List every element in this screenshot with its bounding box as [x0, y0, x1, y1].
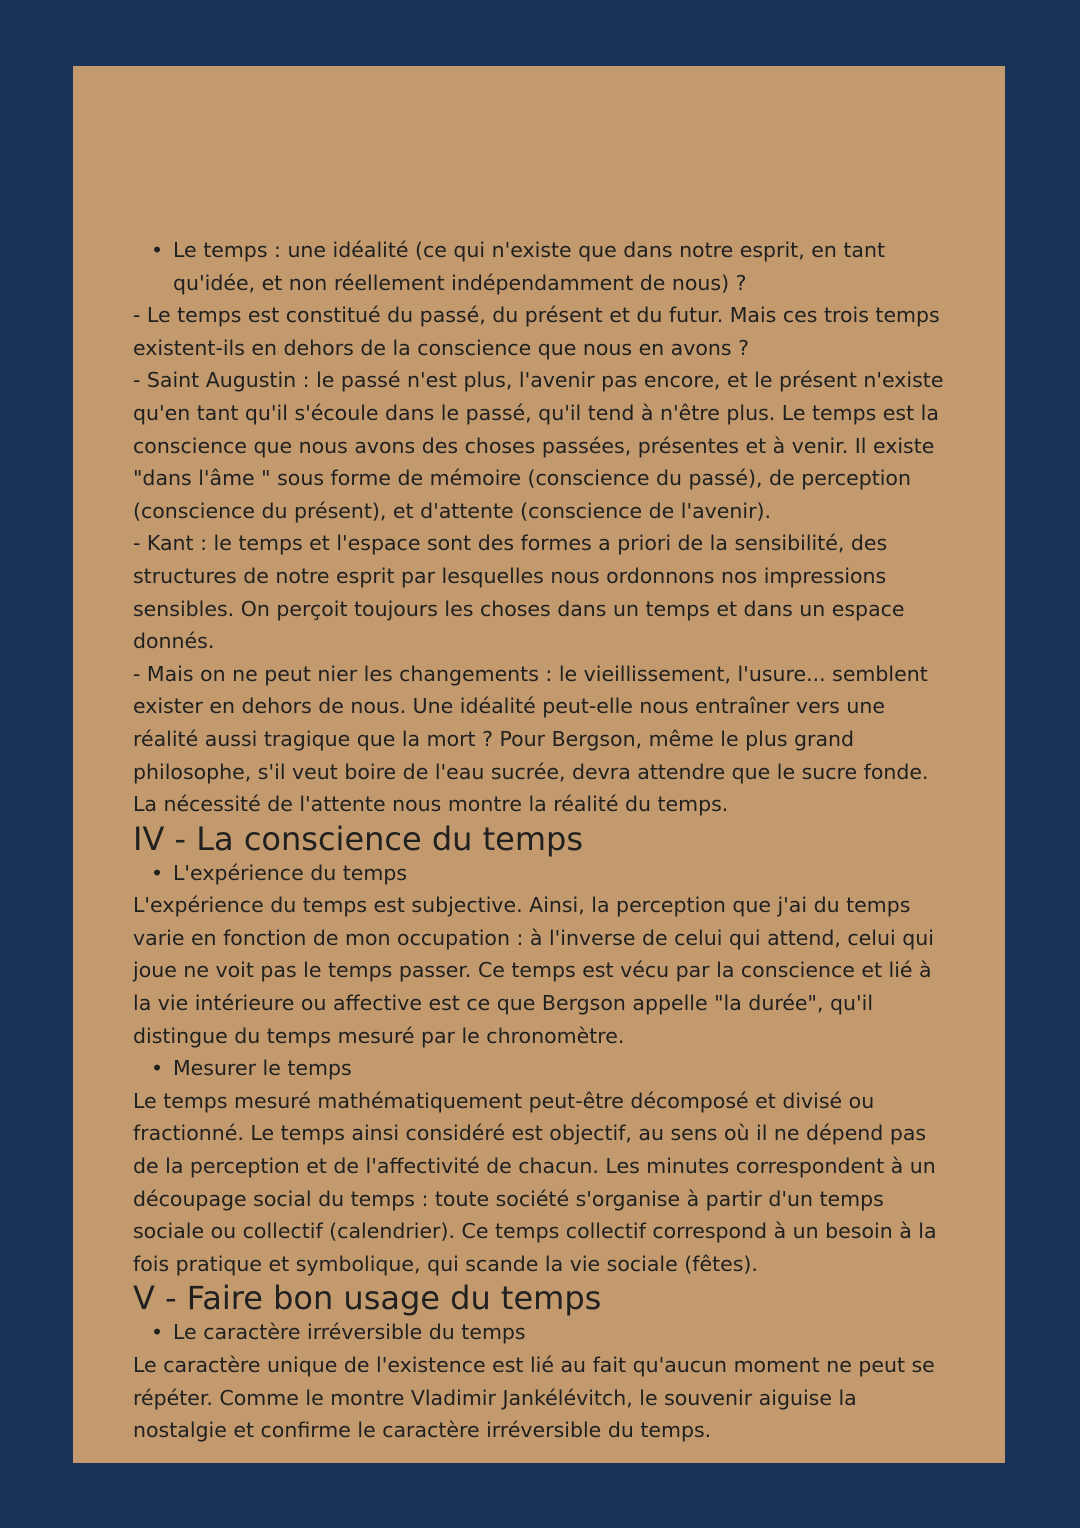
bullet-item-idealite — [133, 234, 955, 299]
bullet-text: Mesurer le temps — [173, 1056, 352, 1081]
section-heading-conscience: IV - La conscience du temps — [133, 819, 584, 858]
bullet-text: L'expérience du temps — [173, 860, 408, 885]
paragraph-changements: - Mais on ne peut nier les changements : le vieillissement, l'usure... semblent exister en dehors de nous. Une idéalité peut-elle nous entraîner vers une réalité aussi tragique que la mort ? Pour Bergson, même le plus grand philosophe, s'il veut boire de l'eau sucrée, devra attendre que le sucre fonde. La nécessité de l'attente nous montre la réalité du temps. — [133, 661, 929, 817]
bullet-dot: • — [151, 1056, 164, 1081]
bullet-item-experience — [133, 857, 955, 890]
paragraph-temps-constitue: - Le temps est constitué du passé, du présent et du futur. Mais ces trois temps existent-ils en dehors de la conscience que nous en avons ? — [133, 303, 940, 360]
document-content — [133, 234, 955, 1447]
paragraph-experience: L'expérience du temps est subjective. Ainsi, la perception que j'ai du temps varie en fonction de mon occupation : à l'inverse de celui qui attend, celui qui joue ne voit pas le temps passer. Ce temps est vécu par la conscience et lié à la vie intérieure ou affective est ce que Bergson appelle "la durée", qu'il distingue du temps mesuré par le chronomètre. — [133, 893, 934, 1048]
section-heading-bon-usage: V - Faire bon usage du temps — [133, 1279, 602, 1318]
bullet-dot: • — [151, 1320, 164, 1345]
paragraph-kant: - Kant : le temps et l'espace sont des formes a priori de la sensibilité, des structures de notre esprit par lesquelles nous ordonnons nos impressions sensibles. On perçoit toujours les choses dans un temps et dans un espace donnés. — [133, 531, 905, 654]
bullet-item-irreversible — [133, 1316, 955, 1349]
paragraph-saint-augustin: - Saint Augustin : le passé n'est plus, l'avenir pas encore, et le présent n'existe qu'en tant qu'il s'écoule dans le passé, qu'il tend à n'être plus. Le temps est la conscience que nous avons des choses passées, présentes et à venir. Il existe "dans l'âme " sous forme de mémoire (conscience du passé), de perception (conscience du présent), et d'attente (conscience de l'avenir). — [133, 368, 944, 523]
bullet-text: Le caractère irréversible du temps — [173, 1320, 526, 1345]
bullet-dot: • — [151, 860, 164, 885]
paragraph-irreversible: Le caractère unique de l'existence est lié au fait qu'aucun moment ne peut se répéter. Comme le montre Vladimir Jankélévitch, le souvenir aiguise la nostalgie et confirme le caractère irréversible du temps. — [133, 1353, 935, 1443]
bullet-text: Le temps : une idéalité (ce qui n'existe que dans notre esprit, en tant qu'idée, et non réellement indépendamment de nous) ? — [173, 238, 885, 295]
bullet-item-mesurer — [133, 1052, 955, 1085]
document-page — [73, 66, 1005, 1463]
bullet-dot: • — [151, 238, 164, 262]
paragraph-mesurer: Le temps mesuré mathématiquement peut-être décomposé et divisé ou fractionné. Le temps ainsi considéré est objectif, au sens où il ne dépend pas de la perception et de l'affectivité de chacun. Les minutes correspondent à un découpage social du temps : toute société s'organise à partir d'un temps sociale ou collectif (calendrier). Ce temps collectif correspond à un besoin à la fois pratique et symbolique, qui scande la vie sociale (fêtes). — [133, 1088, 937, 1276]
